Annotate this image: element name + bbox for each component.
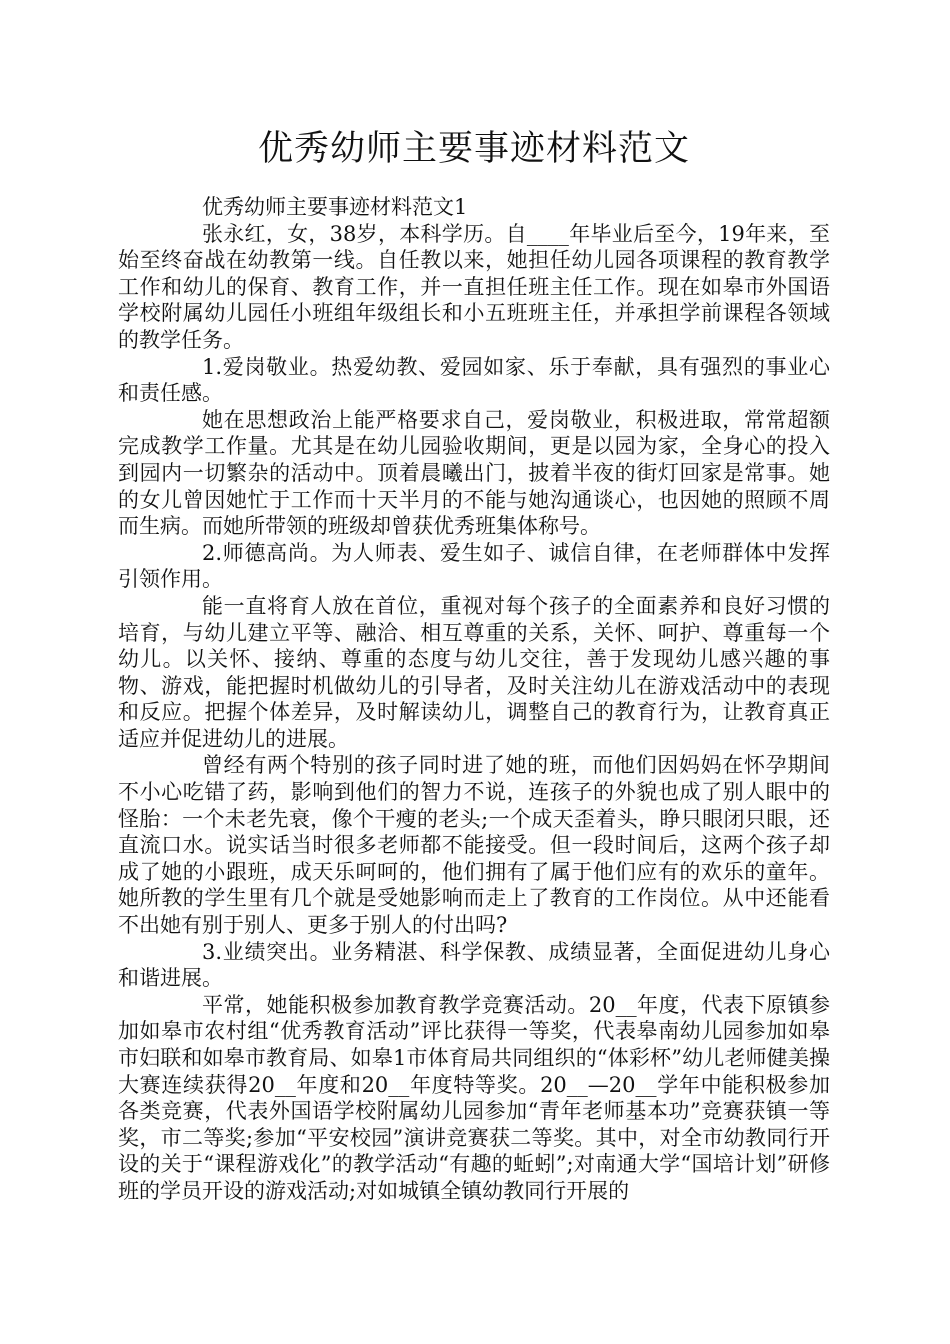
paragraph-body: 曾经有两个特别的孩子同时进了她的班，而他们因妈妈在怀孕期间不小心吃错了药，影响到他们的智力不说，连孩子的外貌也成了别人眼中的怪胎：一个未老先衰，像个干瘦的老头;一个成天歪着头，睁只眼闭只眼，还直流口水。说实话当时很多老师都不能接受。但一段时间后，这两个孩子却成了她的小跟班，成天乐呵呵的，他们拥有了属于他们应有的欢乐的童年。她所教的学生里有几个就是受她影响而走上了教育的工作岗位。从中还能看不出她有别于别人、更多于别人的付出吗?	[118, 753, 830, 938]
paragraph-body: 她在思想政治上能严格要求自己，爱岗敬业，积极进取，常常超额完成教学工作量。尤其是在幼儿园验收期间，更是以园为家，全身心的投入到园内一切繁杂的活动中。顶着晨曦出门，披着半夜的街灯回家是常事。她的女儿曾因她忙于工作而十天半月的不能与她沟通谈心，也因她的照顾不周而生病。而她所带领的班级却曾获优秀班集体称号。	[118, 407, 830, 539]
paragraph-subtitle: 优秀幼师主要事迹材料范文1	[202, 195, 468, 219]
paragraph-heading-3: 3.业绩突出。业务精湛、科学保教、成绩显著，全面促进幼儿身心和谐进展。	[118, 939, 830, 991]
paragraph-body: 平常，她能积极参加教育教学竞赛活动。20__年度，代表下原镇参加如皋市农村组“优秀教育活动”评比获得一等奖，代表皋南幼儿园参加如皋市妇联和如皋市教育局、如皋1市体育局共同组织的“体彩杯”幼儿老师健美操大赛连续获得20__年度和20__年度特等奖。20__—20__学年中能积极参加各类竞赛，代表外国语学校附属幼儿园参加“青年老师基本功”竞赛获镇一等奖，市二等奖;参加“平安校园”演讲竞赛获二等奖。其中，对全市幼教同行开设的关于“课程游戏化”的教学活动“有趣的蚯蚓”;对南通大学“国培计划”研修班的学员开设的游戏活动;对如城镇全镇幼教同行开展的	[118, 992, 830, 1203]
paragraph-heading-1: 1.爱岗敬业。热爱幼教、爱园如家、乐于奉献，具有强烈的事业心和责任感。	[118, 354, 830, 406]
paragraph-heading-2: 2.师德高尚。为人师表、爱生如子、诚信自律，在老师群体中发挥引领作用。	[118, 540, 830, 592]
document-title: 优秀幼师主要事迹材料范文	[257, 129, 690, 169]
paragraph-intro: 张永红，女，38岁，本科学历。自____年毕业后至今，19年来，至始至终奋战在幼教第一线。自任教以来，她担任幼儿园各项课程的教育教学工作和幼儿的保育、教育工作，并一直担任班主任工作。现在如皋市外国语学校附属幼儿园任小班组年级组长和小五班班主任，并承担学前课程各领域的教学任务。	[118, 221, 830, 352]
paragraph-body: 能一直将育人放在首位，重视对每个孩子的全面素养和良好习惯的培育，与幼儿建立平等、融洽、相互尊重的关系，关怀、呵护、尊重每一个幼儿。以关怀、接纳、尊重的态度与幼儿交往，善于发现幼儿感兴趣的事物、游戏，能把握时机做幼儿的引导者，及时关注幼儿在游戏活动中的表现和反应。把握个体差异，及时解读幼儿，调整自己的教育行为，让教育真正适应并促进幼儿的进展。	[118, 593, 830, 751]
document-page	[118, 120, 830, 1205]
